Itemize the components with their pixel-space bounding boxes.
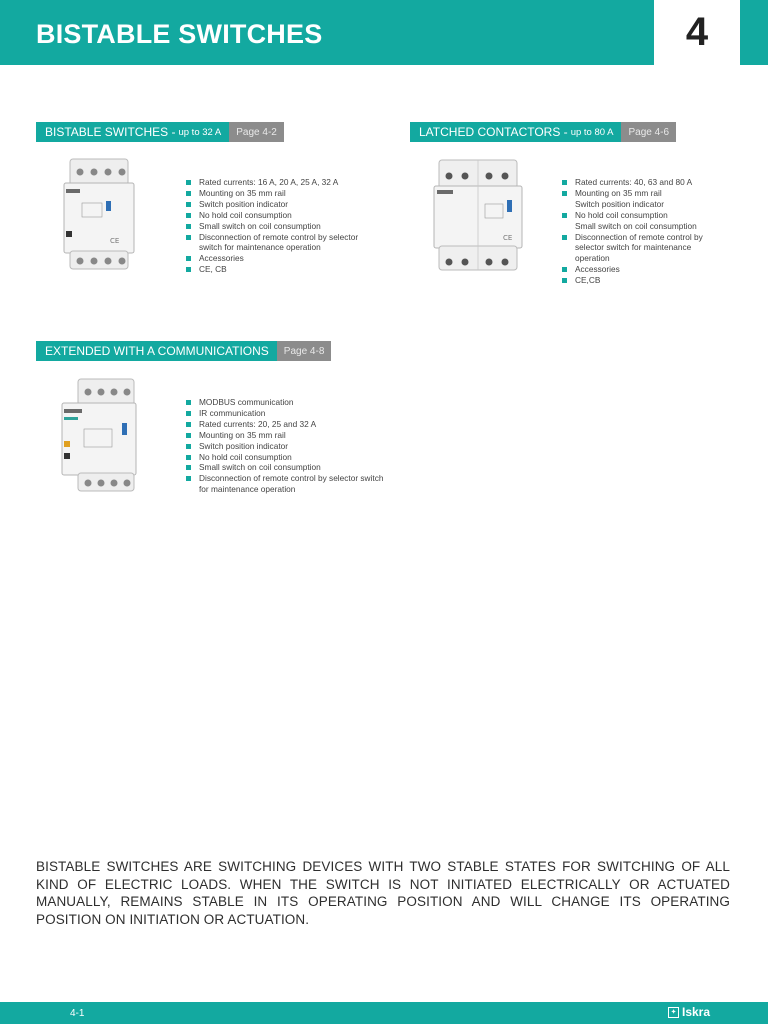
list-item: Small switch on coil consumption <box>186 221 376 232</box>
iskra-logo-icon: ✦ <box>668 1007 679 1018</box>
section-subtitle: up to 32 A <box>178 126 222 138</box>
footer-bar <box>0 1002 768 1024</box>
communication-switch-image <box>60 377 138 493</box>
section-header-bistable <box>36 122 284 142</box>
feature-list-latched <box>562 177 728 286</box>
section-header-communications <box>36 341 331 361</box>
list-item: Disconnection of remote control by selector switch for maintenance operation <box>186 473 386 495</box>
list-item: Small switch on coil consumption <box>186 462 386 473</box>
feature-list-communications <box>186 397 386 495</box>
list-item: No hold coil consumption <box>186 452 386 463</box>
latched-contactor-image <box>433 158 523 273</box>
list-item: IR communication <box>186 408 386 419</box>
list-item: Disconnection of remote control by selector switch for maintenance operation <box>562 232 728 265</box>
list-item: Rated currents: 20, 25 and 32 A <box>186 419 386 430</box>
list-item: Small switch on coil consumption <box>575 220 697 231</box>
list-item: No hold coil consumption <box>186 210 376 221</box>
list-item: Disconnection of remote control by selector switch for maintenance operation <box>186 232 376 254</box>
list-item: Accessories <box>562 264 728 275</box>
list-item: Rated currents: 40, 63 and 80 A <box>562 177 728 188</box>
section-title: LATCHED CONTACTORS - up to 80 A <box>410 122 621 142</box>
list-item: Switch position indicator <box>186 199 376 210</box>
list-item: CE, CB <box>186 264 376 275</box>
brand-logo <box>668 1005 710 1019</box>
brand-name: Iskra <box>682 1005 711 1019</box>
svg-text:CE: CE <box>110 237 120 245</box>
feature-list-bistable <box>186 177 376 275</box>
page-reference-link[interactable]: Page 4-6 <box>621 122 676 142</box>
chapter-description: BISTABLE SWITCHES ARE SWITCHING DEVICES WITH TWO STABLE STATES FOR SWITCHING OF ALL KIND OF ELECTRIC LOADS. WHEN THE SWITCH IS NOT INITIATED ELECTRICALLY OR ACTUATED MANUALLY, REMAINS STABLE IN ITS OPERATING POSITION AND WILL CHANGE ITS OPERATING POSITION ON INITIATION OR ACTUATION. <box>36 859 730 927</box>
list-item: Mounting on 35 mm rail <box>186 430 386 441</box>
section-title: BISTABLE SWITCHES - up to 32 A <box>36 122 229 142</box>
page-number: 4-1 <box>70 1008 85 1019</box>
page-title: BISTABLE SWITCHES <box>36 19 323 49</box>
svg-text:CE: CE <box>503 234 513 242</box>
list-item: Mounting on 35 mm rail <box>562 188 728 199</box>
list-item: Accessories <box>186 253 376 264</box>
list-item: No hold coil consumption <box>562 210 728 221</box>
section-subtitle: up to 80 A <box>570 126 614 138</box>
list-item: Mounting on 35 mm rail <box>186 188 376 199</box>
page-reference-link[interactable]: Page 4-2 <box>229 122 284 142</box>
list-item: Switch position indicator <box>575 198 665 209</box>
section-header-latched <box>410 122 676 142</box>
page-reference-link[interactable]: Page 4-8 <box>277 341 332 361</box>
section-title: EXTENDED WITH A COMMUNICATIONS <box>36 341 277 361</box>
list-item: CE,CB <box>562 275 728 286</box>
list-item: Switch position indicator <box>186 441 386 452</box>
chapter-number: 4 <box>654 0 740 65</box>
bistable-switch-image <box>62 155 136 273</box>
list-item: MODBUS communication <box>186 397 386 408</box>
list-item: Rated currents: 16 A, 20 A, 25 A, 32 A <box>186 177 376 188</box>
